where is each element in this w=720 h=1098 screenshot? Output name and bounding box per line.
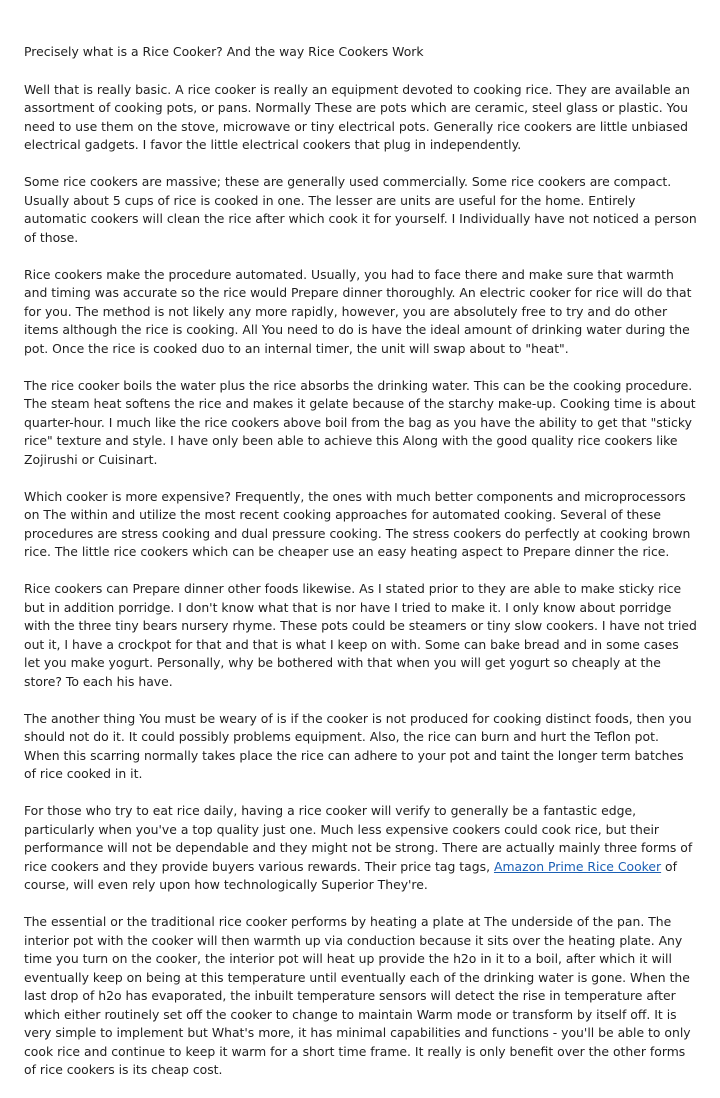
paragraph-8-text-before: For those who try to eat rice daily, having a rice cooker will verify to generally be a fantastic edge, particularly when you've a top quality just one. Much less expensive cookers could cook rice, but their performance will not be dependable and they might not be strong. There are actually mainly three forms of rice cookers and they provide buyers various rewards. Their price tag tags, [24, 803, 693, 874]
amazon-rice-cooker-link[interactable]: Amazon Prime Rice Cooker [493, 858, 662, 874]
paragraph-9: The essential or the traditional rice cooker performs by heating a plate at The underside of the pan. The interior pot with the cooker will then warmth up via conduction because it sits over the heating plate. Any time you turn on the cooker, the interior pot will heat up provide the h2o in it to a boil, after which it will eventually keep on being at this temperature until eventually each of the drinking water is gone. When the last drop of h2o has evaporated, the inbuilt temperature sensors will detect the rise in temperature after which either routinely set off the cooker to change to maintain Warm mode or transform by itself off. It is very simple to implement but What's more, it has minimal capabilities and functions - you'll be able to only cook rice and continue to keep it warm for a short time frame. It really is only benefit over the other forms of rice cookers is its cheap cost. [24, 914, 691, 1077]
paragraph-6: Rice cookers can Prepare dinner other foods likewise. As I stated prior to they are able to make sticky rice but in addition porridge. I don't know what that is nor have I tried to make it. I only know about porridge with the three tiny bears nursery rhyme. These pots could be steamers or tiny slow cookers. I have not tried out it, I have a crockpot for that and that is what I keep on with. Some can bake bread and in some cases let you make yogurt. Personally, why be bothered with that when you will get yogurt so cheaply at the store? To each his have. [24, 581, 697, 689]
paragraph-8-text-after: of course, will even rely upon how technologically Superior They're. [24, 858, 677, 892]
paragraph-7: The another thing You must be weary of is if the cooker is not produced for cooking distinct foods, then you should not do it. It could possibly problems equipment. Also, the rice can burn and hurt the Teflon pot. When this scarring normally takes place the rice can adhere to your pot and taint the longer term batches of rice cooked in it. [24, 710, 692, 781]
paragraph-4: The rice cooker boils the water plus the rice absorbs the drinking water. This can be the cooking procedure. The steam heat softens the rice and makes it gelate because of the starchy make-up. Cooking time is about quarter-hour. I much like the rice cookers above boil from the bag as you have the ability to get that "sticky rice" texture and style. I have only been able to achieve this Along with the good quality rice cookers like Zojirushi or Cuisinart. [24, 377, 696, 467]
paragraph-1: Well that is really basic. A rice cooker is really an equipment devoted to cooking rice. They are available an assortment of cooking pots, or pans. Normally These are pots which are ceramic, steel glass or plastic. You need to use them on the stove, microwave or tiny electrical pots. Generally rice cookers are little unbiased electrical gadgets. I favor the little electrical cookers that plug in independently. [24, 81, 691, 152]
article [24, 43, 698, 1098]
article-title: Precisely what is a Rice Cooker? And the way Rice Cookers Work [24, 44, 424, 59]
paragraph-5: Which cooker is more expensive? Frequently, the ones with much better components and microprocessors on The within and utilize the most recent cooking approaches for automated cooking. Several of these procedures are stress cooking and dual pressure cooking. The stress cookers do perfectly at cooking brown rice. The little rice cookers which can be cheaper use an easy heating aspect to Prepare dinner the rice. [24, 488, 691, 559]
paragraph-8 [24, 802, 698, 895]
paragraph-2: Some rice cookers are massive; these are generally used commercially. Some rice cookers are compact. Usually about 5 cups of rice is cooked in one. The lesser are units are useful for the home. Entirely automatic cookers will clean the rice after which cook it for yourself. I Individually have not noticed a person of those. [24, 174, 697, 245]
paragraph-3: Rice cookers make the procedure automated. Usually, you had to face there and make sure that warmth and timing was accurate so the rice would Prepare dinner thoroughly. An electric cooker for rice will do that for you. The method is not likely any more rapidly, however, you are absolutely free to try and do other items although the rice is cooking. All You need to do is have the ideal amount of drinking water during the pot. Once the rice is cooked duo to an internal timer, the unit will swap about to "heat". [24, 266, 692, 356]
